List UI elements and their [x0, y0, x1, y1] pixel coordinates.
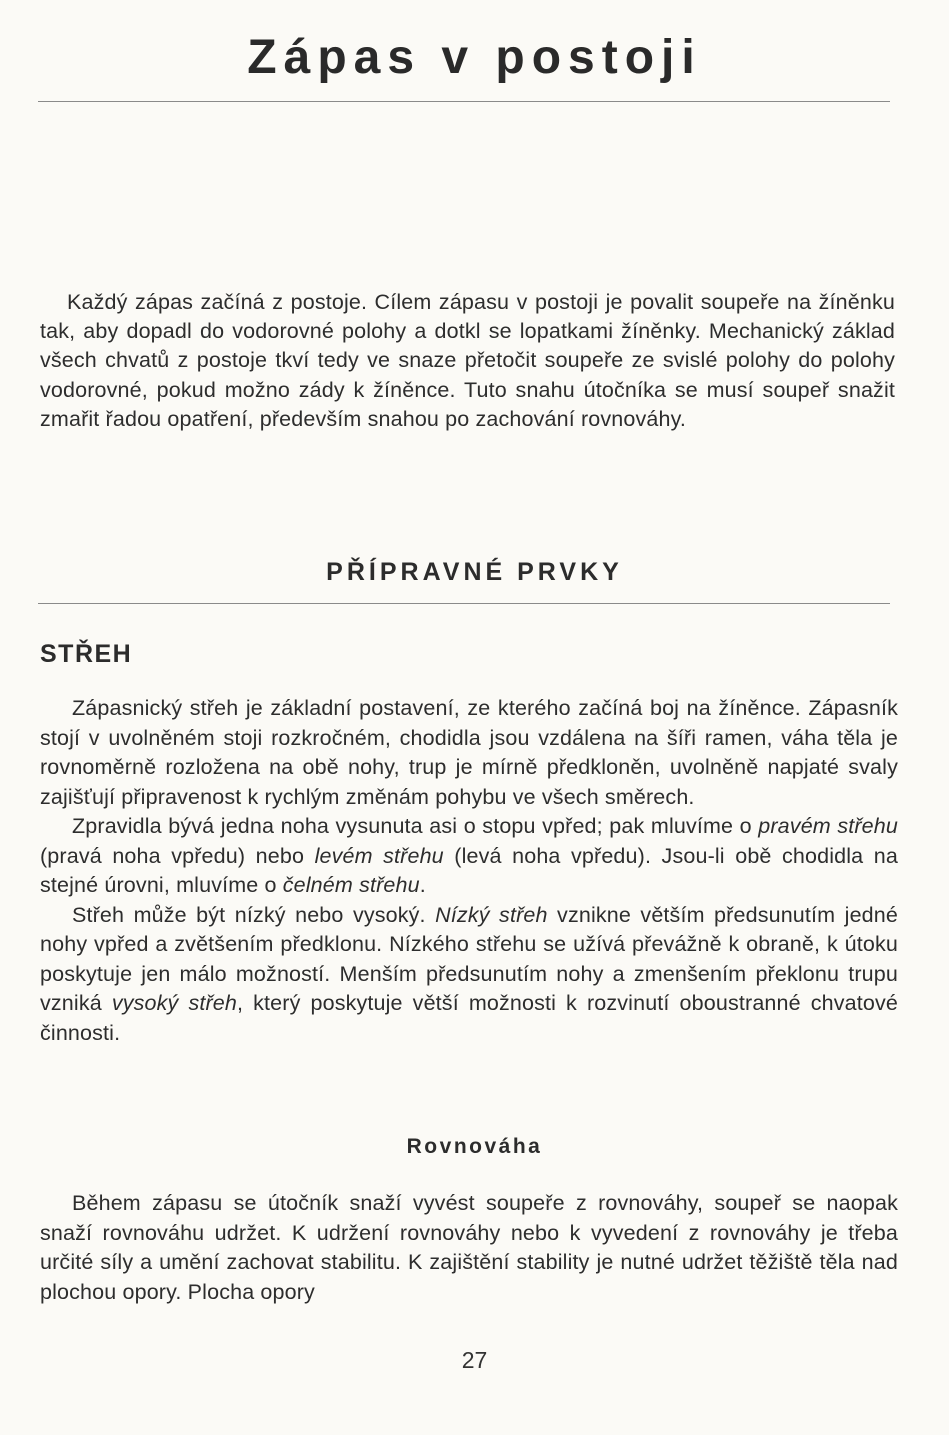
rovnovaha-paragraph: Během zápasu se útočník snaží vyvést soupeře z rovnováhy, soupeř se naopak snaží rovnováhu udržet. K udržení rovnováhy nebo k vyvedení z rovnováhy je třeba určité síly a umění zachovat stabilitu. K zajištění stability je nutné udržet těžiště těla nad plochou opory. Plocha opory — [40, 1191, 898, 1304]
text-run: (levá noha vpředu). Jsou-li obě chodidla na stejné úrovni, mluvíme o — [40, 843, 898, 897]
page-number: 27 — [461, 1347, 488, 1373]
italic-term: levém střehu — [314, 843, 444, 868]
italic-term: čelném střehu — [282, 873, 420, 897]
streh-text — [40, 694, 898, 1048]
text-run: . — [419, 873, 426, 897]
text-run: , který poskytuje větší možnosti k rozvinutí oboustranné chvatové činnosti. — [40, 991, 899, 1045]
streh-paragraph-1: Zápasnický střeh je základní postavení, ze kterého začíná boj na žíněnce. Zápasník stojí v uvolněném stoji rozkročném, chodidla jsou vzdálena na šíři ramen, váha těla je rovnoměrně rozložena na obě nohy, trup je mírně předkloněn, uvolněně napjaté svaly zajišťují připravenost k rychlým změnám pohybu ve všech směrech. — [40, 696, 898, 809]
subheading-streh: STŘEH — [40, 640, 133, 668]
text-run: vznikne větším předsunutím jedné nohy vpřed a zvětšením předklonu. Nízkého střehu se užívá převážně k obraně, k útoku poskytuje jen málo možností. Menším předsunutím nohy a zmenšením překlonu trupu vzniká — [40, 902, 899, 1015]
rovnovaha-text — [40, 1189, 898, 1307]
italic-term: pravém střehu — [758, 814, 899, 838]
intro-paragraph: Každý zápas začíná z postoje. Cílem zápasu v postoji je povalit soupeře na žíněnku tak, aby dopadl do vodorovné polohy a dotkl se lopatkami žíněnky. Mechanický základ všech chvatů z postoje tkví tedy ve snaze přetočit soupeře ze svislé polohy do polohy vodorovné, pokud možno zády k žíněnce. Tuto snahu útočníka se musí soupeř snažit zmařit řadou opatření, především snahou po zachování rovnováhy. — [40, 290, 895, 431]
subheading-rovnovaha: Rovnováha — [406, 1135, 543, 1158]
section-divider — [38, 603, 890, 604]
italic-term: vysoký střeh — [111, 991, 238, 1015]
page-title: Zápas v postoji — [247, 31, 702, 84]
italic-term: Nízký střeh — [435, 902, 548, 927]
text-run: Střeh může být nízký nebo vysoký. — [72, 902, 436, 927]
title-divider — [38, 101, 890, 102]
streh-paragraph-2 — [40, 812, 898, 901]
text-run: (pravá noha vpředu) nebo — [40, 843, 315, 868]
section-heading: PŘÍPRAVNÉ PRVKY — [326, 558, 623, 586]
streh-paragraph-3 — [40, 901, 898, 1049]
text-run: Zpravidla bývá jedna noha vysunuta asi o stopu vpřed; pak mluvíme o — [72, 814, 759, 838]
